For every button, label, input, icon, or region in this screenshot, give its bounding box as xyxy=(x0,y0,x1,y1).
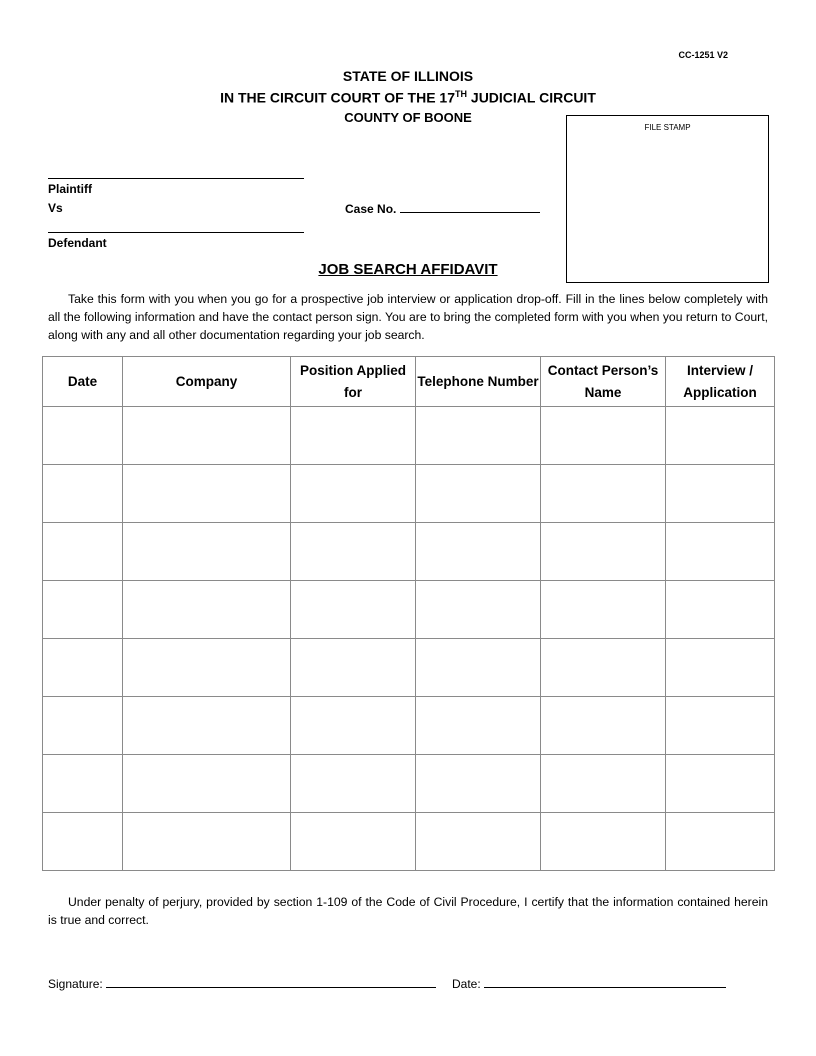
court-heading xyxy=(0,89,816,106)
instructions-paragraph: Take this form with you when you go for a prospective job interview or application drop-off. Fill in the lines below completely with all the following information and have the contact person sign. You are to bring the completed form with you when you return to Court, along with any and all other documentation regarding your job search. xyxy=(48,292,768,342)
table-cell[interactable] xyxy=(666,465,775,523)
table-cell[interactable] xyxy=(43,813,123,871)
table-cell[interactable] xyxy=(123,697,291,755)
table-cell[interactable] xyxy=(291,697,416,755)
vs-label: Vs xyxy=(48,201,63,215)
table-cell[interactable] xyxy=(123,581,291,639)
column-header-contact: Contact Person’s Name xyxy=(541,357,666,407)
form-code: CC-1251 V2 xyxy=(678,50,728,60)
certification-paragraph: Under penalty of perjury, provided by section 1-109 of the Code of Civil Procedure, I certify that the information contained herein is true and correct. xyxy=(48,895,768,927)
case-number-label: Case No. xyxy=(345,202,397,216)
column-header-telephone: Telephone Number xyxy=(416,357,541,407)
table-cell[interactable] xyxy=(43,697,123,755)
table-cell[interactable] xyxy=(291,581,416,639)
table-cell[interactable] xyxy=(416,697,541,755)
signature-line xyxy=(48,975,436,991)
table-cell[interactable] xyxy=(416,581,541,639)
table-cell[interactable] xyxy=(123,407,291,465)
table-row xyxy=(43,639,775,697)
table-cell[interactable] xyxy=(541,523,666,581)
table-cell[interactable] xyxy=(123,639,291,697)
table-cell[interactable] xyxy=(291,465,416,523)
court-heading-superscript: TH xyxy=(455,89,468,99)
table-cell[interactable] xyxy=(541,697,666,755)
case-number-line[interactable] xyxy=(400,201,540,213)
table-cell[interactable] xyxy=(541,813,666,871)
table-cell[interactable] xyxy=(666,813,775,871)
table-cell[interactable] xyxy=(291,523,416,581)
table-row xyxy=(43,407,775,465)
court-heading-suffix: JUDICIAL CIRCUIT xyxy=(467,89,596,106)
plaintiff-name-line[interactable] xyxy=(48,178,304,179)
signature-field[interactable] xyxy=(106,975,436,988)
table-cell[interactable] xyxy=(43,407,123,465)
table-cell[interactable] xyxy=(416,755,541,813)
state-heading: STATE OF ILLINOIS xyxy=(342,68,474,84)
table-cell[interactable] xyxy=(43,755,123,813)
column-header-date: Date xyxy=(43,357,123,407)
table-cell[interactable] xyxy=(291,813,416,871)
table-cell[interactable] xyxy=(291,755,416,813)
table-cell[interactable] xyxy=(541,581,666,639)
file-stamp-box xyxy=(566,115,769,283)
county-heading: COUNTY OF BOONE xyxy=(344,110,472,125)
table-cell[interactable] xyxy=(43,465,123,523)
table-row xyxy=(43,813,775,871)
table-cell[interactable] xyxy=(541,407,666,465)
job-search-table xyxy=(42,356,775,871)
table-cell[interactable] xyxy=(541,755,666,813)
table-cell[interactable] xyxy=(416,639,541,697)
table-cell[interactable] xyxy=(123,465,291,523)
table-cell[interactable] xyxy=(416,465,541,523)
column-header-position: Position Applied for xyxy=(291,357,416,407)
table-cell[interactable] xyxy=(666,407,775,465)
table-cell[interactable] xyxy=(666,697,775,755)
table-cell[interactable] xyxy=(666,581,775,639)
table-header-row xyxy=(43,357,775,407)
table-cell[interactable] xyxy=(291,639,416,697)
plaintiff-label: Plaintiff xyxy=(48,182,92,196)
signature-label: Signature: xyxy=(48,977,103,991)
file-stamp-label: FILE STAMP xyxy=(644,123,691,132)
table-cell[interactable] xyxy=(123,523,291,581)
table-cell[interactable] xyxy=(43,581,123,639)
table-row xyxy=(43,755,775,813)
defendant-name-line[interactable] xyxy=(48,232,304,233)
column-header-interview-application: Interview / Application xyxy=(666,357,775,407)
defendant-label: Defendant xyxy=(48,236,107,250)
table-row xyxy=(43,465,775,523)
table-row xyxy=(43,697,775,755)
table-row xyxy=(43,581,775,639)
case-number xyxy=(345,201,540,216)
table-cell[interactable] xyxy=(666,755,775,813)
table-cell[interactable] xyxy=(123,755,291,813)
table-cell[interactable] xyxy=(123,813,291,871)
court-heading-prefix: IN THE CIRCUIT COURT OF THE 17 xyxy=(220,89,456,106)
date-label: Date: xyxy=(452,977,481,991)
table-cell[interactable] xyxy=(43,639,123,697)
table-cell[interactable] xyxy=(541,639,666,697)
table-cell[interactable] xyxy=(416,407,541,465)
table-cell[interactable] xyxy=(43,523,123,581)
table-cell[interactable] xyxy=(541,465,666,523)
table-cell[interactable] xyxy=(416,523,541,581)
table-cell[interactable] xyxy=(666,523,775,581)
table-cell[interactable] xyxy=(416,813,541,871)
form-title: JOB SEARCH AFFIDAVIT xyxy=(318,261,498,278)
table-row xyxy=(43,523,775,581)
column-header-company: Company xyxy=(123,357,291,407)
date-field[interactable] xyxy=(484,975,726,988)
date-line xyxy=(452,975,726,991)
table-cell[interactable] xyxy=(291,407,416,465)
table-cell[interactable] xyxy=(666,639,775,697)
